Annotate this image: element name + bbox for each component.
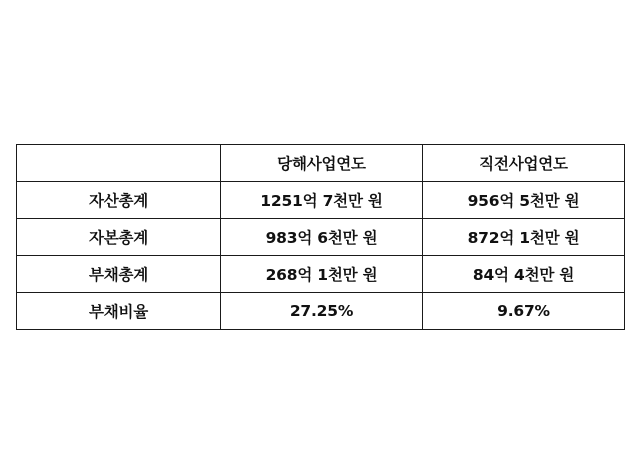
table-row [17, 182, 625, 219]
table-corner-cell [17, 145, 221, 182]
table-row [17, 293, 625, 330]
cell-total-liabilities-previous: 84억 4천만 원 [423, 256, 625, 293]
finance-table-container [16, 144, 624, 330]
column-header-previous-year: 직전사업연도 [423, 145, 625, 182]
cell-debt-ratio-current: 27.25% [221, 293, 423, 330]
row-label-total-equity: 자본총계 [17, 219, 221, 256]
cell-total-assets-previous: 956억 5천만 원 [423, 182, 625, 219]
row-label-debt-ratio: 부채비율 [17, 293, 221, 330]
column-header-current-year: 당해사업연도 [221, 145, 423, 182]
table-header-row [17, 145, 625, 182]
row-label-total-assets: 자산총계 [17, 182, 221, 219]
cell-total-equity-previous: 872억 1천만 원 [423, 219, 625, 256]
cell-total-assets-current: 1251억 7천만 원 [221, 182, 423, 219]
cell-total-liabilities-current: 268억 1천만 원 [221, 256, 423, 293]
table-row [17, 219, 625, 256]
table-row [17, 256, 625, 293]
cell-total-equity-current: 983억 6천만 원 [221, 219, 423, 256]
finance-table [16, 144, 625, 330]
row-label-total-liabilities: 부채총계 [17, 256, 221, 293]
cell-debt-ratio-previous: 9.67% [423, 293, 625, 330]
